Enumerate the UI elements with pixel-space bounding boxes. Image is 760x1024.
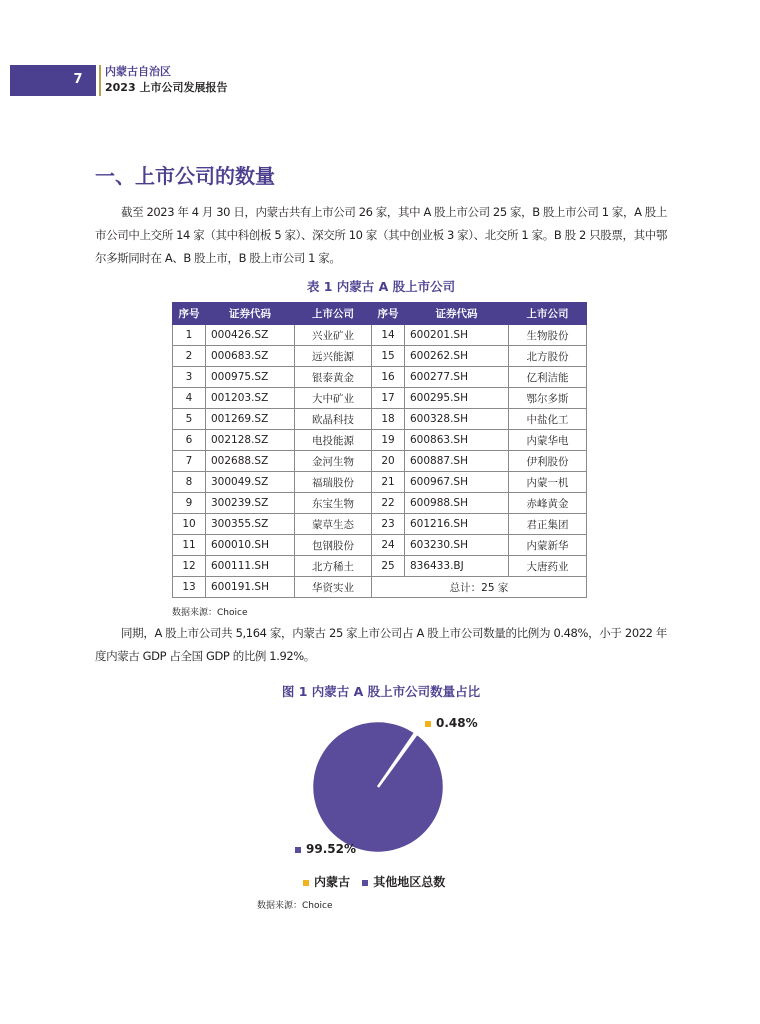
legend-swatch	[303, 880, 309, 886]
page-number: 7	[73, 72, 83, 87]
table-cell: 包钢股份	[295, 535, 372, 556]
header-report-title: 2023 上市公司发展报告	[105, 81, 228, 94]
table-cell: 伊利股份	[509, 451, 587, 472]
legend-label: 内蒙古	[314, 875, 351, 889]
chart-legend	[303, 873, 453, 890]
table-cell: 9	[173, 493, 206, 514]
slice-value-other-regions: 99.52%	[306, 842, 356, 856]
paragraph-share: 同期，A 股上市公司共 5,164 家，内蒙古 25 家上市公司占 A 股上市公司数量的比例为 0.48%，小于 2022 年度内蒙古 GDP 占全国 GDP 的比例 1.92%。	[95, 626, 667, 663]
table-cell: 16	[372, 367, 405, 388]
column-header: 序号	[372, 303, 405, 325]
table-row	[173, 535, 587, 556]
listed-companies-table	[172, 302, 587, 598]
slice-label-other-regions	[295, 842, 356, 856]
table-cell: 2	[173, 346, 206, 367]
column-header: 上市公司	[295, 303, 372, 325]
figure-source: 数据来源：Choice	[257, 901, 333, 911]
table-cell: 电投能源	[295, 430, 372, 451]
table-cell: 24	[372, 535, 405, 556]
table-row	[173, 346, 587, 367]
table-cell: 18	[372, 409, 405, 430]
table-cell: 603230.SH	[405, 535, 509, 556]
table-cell: 000683.SZ	[206, 346, 295, 367]
table-cell: 19	[372, 430, 405, 451]
table-cell: 300049.SZ	[206, 472, 295, 493]
legend-item-other-regions	[362, 873, 445, 890]
table-cell: 君正集团	[509, 514, 587, 535]
table-cell: 001269.SZ	[206, 409, 295, 430]
slice-marker-other-regions	[295, 847, 301, 853]
column-header: 证券代码	[405, 303, 509, 325]
table-cell: 8	[173, 472, 206, 493]
pie-slice-other-regions	[312, 721, 444, 853]
table-cell: 600201.SH	[405, 325, 509, 346]
table-cell: 大中矿业	[295, 388, 372, 409]
table-cell: 北方股份	[509, 346, 587, 367]
column-header: 序号	[173, 303, 206, 325]
column-header: 上市公司	[509, 303, 587, 325]
table-header-row	[173, 303, 587, 325]
header-divider	[99, 65, 101, 96]
legend-item-inner-mongolia	[303, 873, 350, 890]
table-row	[173, 409, 587, 430]
table-cell: 001203.SZ	[206, 388, 295, 409]
table-cell: 13	[173, 577, 206, 598]
table-cell: 北方稀土	[295, 556, 372, 577]
table-cell: 欧晶科技	[295, 409, 372, 430]
table-cell: 17	[372, 388, 405, 409]
table-row	[173, 514, 587, 535]
table-row-total	[173, 577, 587, 598]
table-cell: 25	[372, 556, 405, 577]
table-cell: 15	[372, 346, 405, 367]
table-cell: 蒙草生态	[295, 514, 372, 535]
figure-caption: 图 1 内蒙古 A 股上市公司数量占比	[281, 684, 481, 699]
legend-swatch	[362, 880, 368, 886]
header-region: 内蒙古自治区	[105, 65, 171, 78]
table-cell: 生物股份	[509, 325, 587, 346]
table-cell: 11	[173, 535, 206, 556]
table-cell: 远兴能源	[295, 346, 372, 367]
table-cell: 836433.BJ	[405, 556, 509, 577]
table-cell: 23	[372, 514, 405, 535]
table-cell: 亿利洁能	[509, 367, 587, 388]
slice-value-inner-mongolia: 0.48%	[436, 716, 478, 730]
table-row	[173, 472, 587, 493]
table-cell: 福瑞股份	[295, 472, 372, 493]
table-cell: 002128.SZ	[206, 430, 295, 451]
table-cell: 6	[173, 430, 206, 451]
table-cell: 21	[372, 472, 405, 493]
table-cell: 华资实业	[295, 577, 372, 598]
table-cell: 兴业矿业	[295, 325, 372, 346]
table-cell: 600887.SH	[405, 451, 509, 472]
table-cell: 10	[173, 514, 206, 535]
table-cell: 3	[173, 367, 206, 388]
table-cell: 大唐药业	[509, 556, 587, 577]
legend-label: 其他地区总数	[373, 875, 446, 889]
table-cell: 600967.SH	[405, 472, 509, 493]
table-cell: 中盐化工	[509, 409, 587, 430]
table-cell: 1	[173, 325, 206, 346]
table-cell: 金河生物	[295, 451, 372, 472]
table-cell: 000426.SZ	[206, 325, 295, 346]
table-cell: 14	[372, 325, 405, 346]
paragraph-company-count: 截至 2023 年 4 月 30 日，内蒙古共有上市公司 26 家，其中 A 股上市公司 25 家，B 股上市公司 1 家，A 股上市公司中上交所 14 家（其中科创板 5 家）、深交所 10 家（其中创业板 3 家）、北交所 1 家。B 股 2 只股票，其中鄂尔多斯同时在 A、B 股上市，B 股上市公司 1 家。	[95, 205, 668, 265]
table-cell: 600010.SH	[206, 535, 295, 556]
table-row	[173, 556, 587, 577]
table-total: 总计：25 家	[372, 577, 587, 598]
table-cell: 22	[372, 493, 405, 514]
table-cell: 600111.SH	[206, 556, 295, 577]
table-cell: 300239.SZ	[206, 493, 295, 514]
table-cell: 内蒙新华	[509, 535, 587, 556]
table-cell: 600262.SH	[405, 346, 509, 367]
table-cell: 内蒙华电	[509, 430, 587, 451]
table-cell: 600295.SH	[405, 388, 509, 409]
slice-label-inner-mongolia	[425, 716, 478, 730]
table-cell: 内蒙一机	[509, 472, 587, 493]
table-cell: 12	[173, 556, 206, 577]
table-caption: 表 1 内蒙古 A 股上市公司	[306, 279, 456, 294]
table-cell: 000975.SZ	[206, 367, 295, 388]
table-cell: 002688.SZ	[206, 451, 295, 472]
table-cell: 600328.SH	[405, 409, 509, 430]
table-cell: 600863.SH	[405, 430, 509, 451]
table-cell: 601216.SH	[405, 514, 509, 535]
table-row	[173, 367, 587, 388]
table-row	[173, 388, 587, 409]
table-cell: 赤峰黄金	[509, 493, 587, 514]
table-cell: 300355.SZ	[206, 514, 295, 535]
table-cell: 20	[372, 451, 405, 472]
table-cell: 5	[173, 409, 206, 430]
column-header: 证券代码	[206, 303, 295, 325]
slice-marker-inner-mongolia	[425, 721, 431, 727]
table-cell: 7	[173, 451, 206, 472]
table-row	[173, 325, 587, 346]
table-source: 数据来源：Choice	[172, 608, 248, 618]
table-cell: 600988.SH	[405, 493, 509, 514]
table-cell: 银泰黄金	[295, 367, 372, 388]
table-cell: 东宝生物	[295, 493, 372, 514]
table-row	[173, 493, 587, 514]
table-cell: 鄂尔多斯	[509, 388, 587, 409]
table-row	[173, 430, 587, 451]
table-cell: 600277.SH	[405, 367, 509, 388]
section-title: 一、上市公司的数量	[95, 164, 275, 188]
table-cell: 600191.SH	[206, 577, 295, 598]
table-cell: 4	[173, 388, 206, 409]
table-row	[173, 451, 587, 472]
